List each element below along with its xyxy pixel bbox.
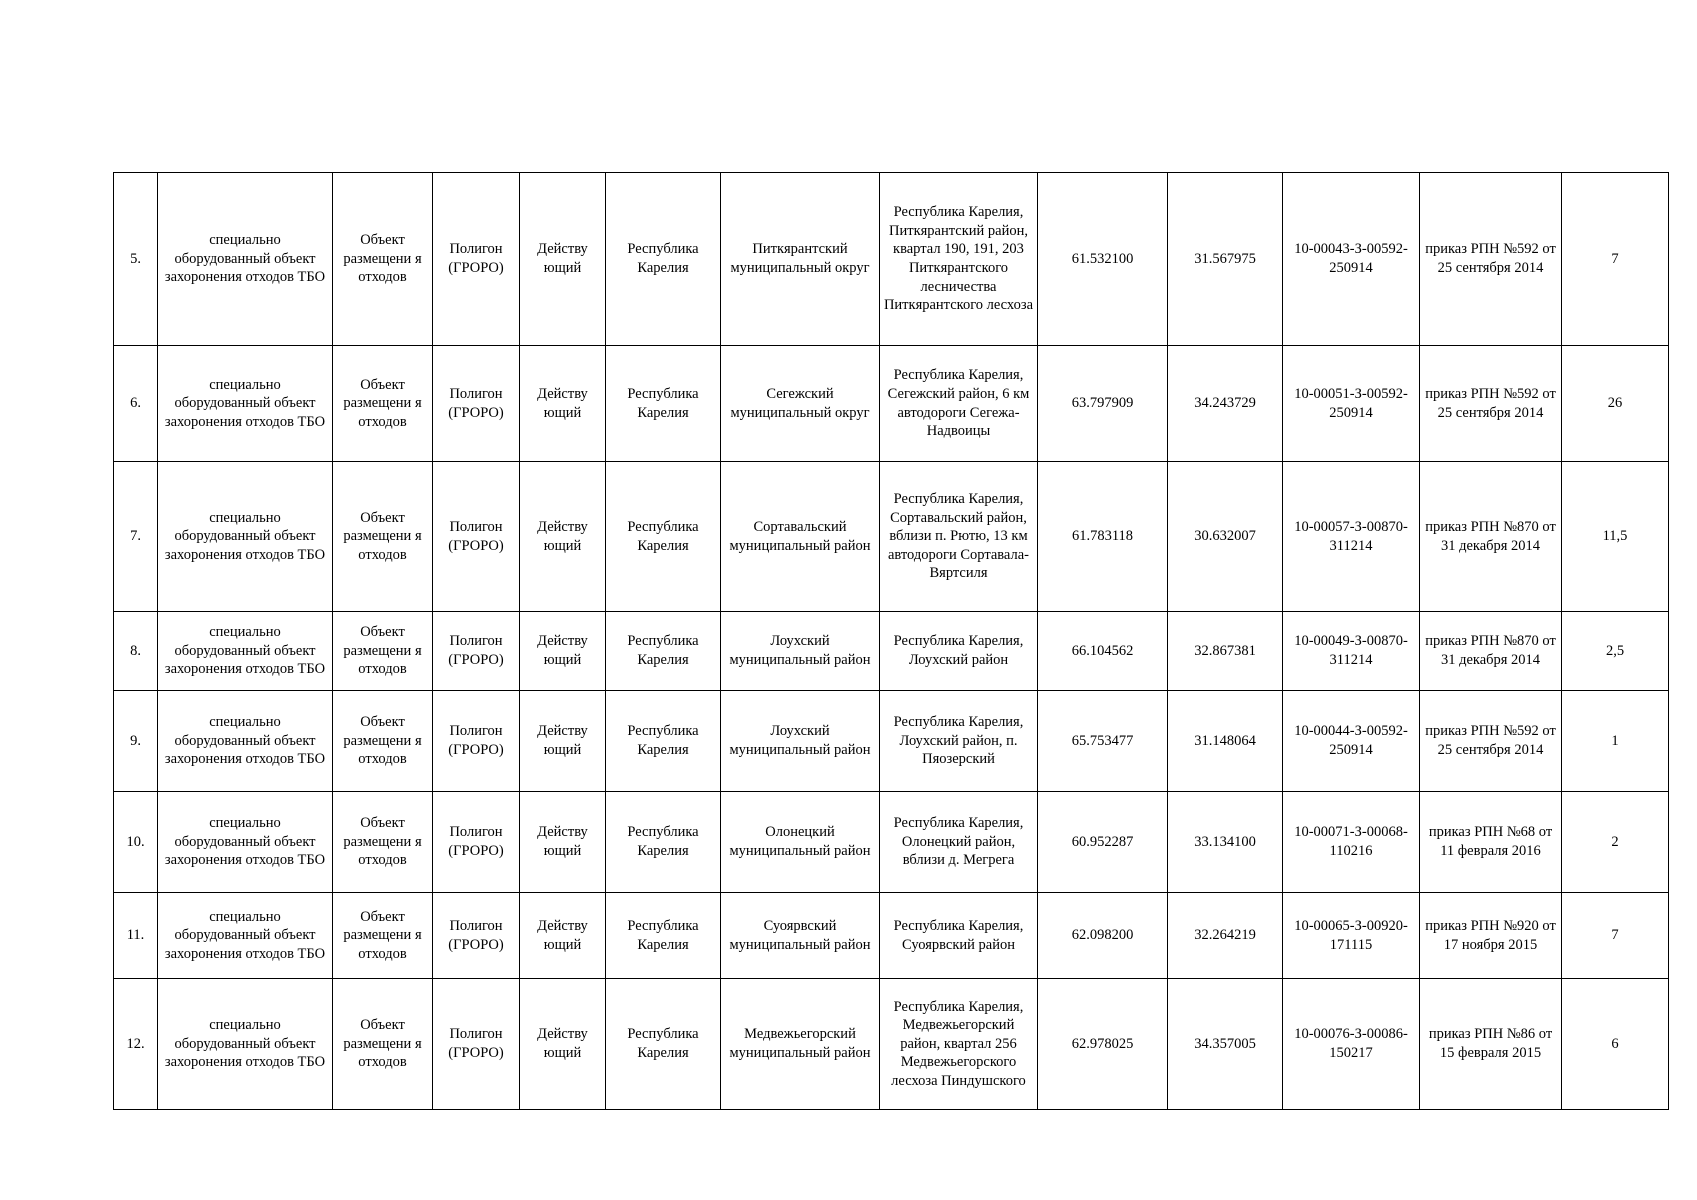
registration-number-cell: 10-00043-З-00592-250914 [1283, 173, 1420, 346]
longitude-cell: 32.264219 [1168, 893, 1283, 979]
registration-number-cell: 10-00051-З-00592-250914 [1283, 346, 1420, 462]
order-cell: приказ РПН №86 от 15 февраля 2015 [1420, 979, 1562, 1110]
order-cell: приказ РПН №592 от 25 сентября 2014 [1420, 173, 1562, 346]
kind-cell: Полигон (ГРОРО) [433, 893, 520, 979]
category-cell: Объект размещени я отходов [333, 346, 433, 462]
table-row [114, 792, 1669, 893]
row-number-cell: 11. [114, 893, 158, 979]
latitude-cell: 60.952287 [1038, 792, 1168, 893]
status-cell: Действу ющий [520, 462, 606, 612]
status-cell: Действу ющий [520, 979, 606, 1110]
region-cell: Республика Карелия [606, 691, 721, 792]
longitude-cell: 33.134100 [1168, 792, 1283, 893]
latitude-cell: 61.783118 [1038, 462, 1168, 612]
order-cell: приказ РПН №870 от 31 декабря 2014 [1420, 612, 1562, 691]
object-type-cell: специально оборудованный объект захоронения отходов ТБО [158, 346, 333, 462]
region-cell: Республика Карелия [606, 612, 721, 691]
table-row [114, 979, 1669, 1110]
status-cell: Действу ющий [520, 612, 606, 691]
object-type-cell: специально оборудованный объект захоронения отходов ТБО [158, 979, 333, 1110]
latitude-cell: 66.104562 [1038, 612, 1168, 691]
address-cell: Республика Карелия, Сегежский район, 6 км автодороги Сегежа-Надвоицы [880, 346, 1038, 462]
object-type-cell: специально оборудованный объект захоронения отходов ТБО [158, 462, 333, 612]
area-cell: 1 [1562, 691, 1669, 792]
kind-cell: Полигон (ГРОРО) [433, 691, 520, 792]
municipality-cell: Сегежский муниципальный округ [721, 346, 880, 462]
latitude-cell: 61.532100 [1038, 173, 1168, 346]
registration-number-cell: 10-00065-З-00920-171115 [1283, 893, 1420, 979]
registration-number-cell: 10-00044-З-00592-250914 [1283, 691, 1420, 792]
region-cell: Республика Карелия [606, 462, 721, 612]
kind-cell: Полигон (ГРОРО) [433, 173, 520, 346]
table-row [114, 173, 1669, 346]
order-cell: приказ РПН №920 от 17 ноября 2015 [1420, 893, 1562, 979]
longitude-cell: 30.632007 [1168, 462, 1283, 612]
category-cell: Объект размещени я отходов [333, 893, 433, 979]
table-row [114, 612, 1669, 691]
kind-cell: Полигон (ГРОРО) [433, 792, 520, 893]
latitude-cell: 63.797909 [1038, 346, 1168, 462]
registration-number-cell: 10-00049-З-00870-311214 [1283, 612, 1420, 691]
order-cell: приказ РПН №870 от 31 декабря 2014 [1420, 462, 1562, 612]
area-cell: 2,5 [1562, 612, 1669, 691]
address-cell: Республика Карелия, Олонецкий район, вблизи д. Мегрега [880, 792, 1038, 893]
status-cell: Действу ющий [520, 346, 606, 462]
category-cell: Объект размещени я отходов [333, 691, 433, 792]
object-type-cell: специально оборудованный объект захоронения отходов ТБО [158, 612, 333, 691]
table-body [114, 173, 1669, 1110]
object-type-cell: специально оборудованный объект захоронения отходов ТБО [158, 173, 333, 346]
status-cell: Действу ющий [520, 173, 606, 346]
order-cell: приказ РПН №592 от 25 сентября 2014 [1420, 691, 1562, 792]
region-cell: Республика Карелия [606, 346, 721, 462]
category-cell: Объект размещени я отходов [333, 792, 433, 893]
registration-number-cell: 10-00076-З-00086-150217 [1283, 979, 1420, 1110]
category-cell: Объект размещени я отходов [333, 979, 433, 1110]
area-cell: 11,5 [1562, 462, 1669, 612]
row-number-cell: 6. [114, 346, 158, 462]
status-cell: Действу ющий [520, 893, 606, 979]
area-cell: 6 [1562, 979, 1669, 1110]
municipality-cell: Лоухский муниципальный район [721, 691, 880, 792]
order-cell: приказ РПН №68 от 11 февраля 2016 [1420, 792, 1562, 893]
category-cell: Объект размещени я отходов [333, 612, 433, 691]
municipality-cell: Медвежьегорский муниципальный район [721, 979, 880, 1110]
region-cell: Республика Карелия [606, 979, 721, 1110]
kind-cell: Полигон (ГРОРО) [433, 346, 520, 462]
row-number-cell: 12. [114, 979, 158, 1110]
longitude-cell: 32.867381 [1168, 612, 1283, 691]
latitude-cell: 65.753477 [1038, 691, 1168, 792]
registration-number-cell: 10-00071-З-00068-110216 [1283, 792, 1420, 893]
object-type-cell: специально оборудованный объект захоронения отходов ТБО [158, 691, 333, 792]
waste-disposal-registry-table [113, 172, 1669, 1110]
address-cell: Республика Карелия, Лоухский район, п. Пяозерский [880, 691, 1038, 792]
longitude-cell: 31.148064 [1168, 691, 1283, 792]
object-type-cell: специально оборудованный объект захоронения отходов ТБО [158, 792, 333, 893]
address-cell: Республика Карелия, Питкярантский район, квартал 190, 191, 203 Питкярантского лесничества Питкярантского лесхоза [880, 173, 1038, 346]
table-row [114, 691, 1669, 792]
table-row [114, 462, 1669, 612]
kind-cell: Полигон (ГРОРО) [433, 462, 520, 612]
table-row [114, 346, 1669, 462]
region-cell: Республика Карелия [606, 893, 721, 979]
row-number-cell: 7. [114, 462, 158, 612]
region-cell: Республика Карелия [606, 792, 721, 893]
address-cell: Республика Карелия, Лоухский район [880, 612, 1038, 691]
latitude-cell: 62.978025 [1038, 979, 1168, 1110]
kind-cell: Полигон (ГРОРО) [433, 612, 520, 691]
order-cell: приказ РПН №592 от 25 сентября 2014 [1420, 346, 1562, 462]
status-cell: Действу ющий [520, 792, 606, 893]
address-cell: Республика Карелия, Сортавальский район, вблизи п. Рютю, 13 км автодороги Сортавала-Вяртсиля [880, 462, 1038, 612]
municipality-cell: Суоярвский муниципальный район [721, 893, 880, 979]
municipality-cell: Сортавальский муниципальный район [721, 462, 880, 612]
latitude-cell: 62.098200 [1038, 893, 1168, 979]
longitude-cell: 34.357005 [1168, 979, 1283, 1110]
category-cell: Объект размещени я отходов [333, 173, 433, 346]
longitude-cell: 34.243729 [1168, 346, 1283, 462]
category-cell: Объект размещени я отходов [333, 462, 433, 612]
area-cell: 7 [1562, 893, 1669, 979]
longitude-cell: 31.567975 [1168, 173, 1283, 346]
row-number-cell: 5. [114, 173, 158, 346]
municipality-cell: Олонецкий муниципальный район [721, 792, 880, 893]
address-cell: Республика Карелия, Медвежьегорский район, квартал 256 Медвежьегорского лесхоза Пиндушского [880, 979, 1038, 1110]
municipality-cell: Питкярантский муниципальный округ [721, 173, 880, 346]
object-type-cell: специально оборудованный объект захоронения отходов ТБО [158, 893, 333, 979]
area-cell: 2 [1562, 792, 1669, 893]
row-number-cell: 10. [114, 792, 158, 893]
registration-number-cell: 10-00057-З-00870-311214 [1283, 462, 1420, 612]
row-number-cell: 9. [114, 691, 158, 792]
area-cell: 26 [1562, 346, 1669, 462]
region-cell: Республика Карелия [606, 173, 721, 346]
status-cell: Действу ющий [520, 691, 606, 792]
area-cell: 7 [1562, 173, 1669, 346]
row-number-cell: 8. [114, 612, 158, 691]
kind-cell: Полигон (ГРОРО) [433, 979, 520, 1110]
municipality-cell: Лоухский муниципальный район [721, 612, 880, 691]
table-row [114, 893, 1669, 979]
address-cell: Республика Карелия, Суоярвский район [880, 893, 1038, 979]
